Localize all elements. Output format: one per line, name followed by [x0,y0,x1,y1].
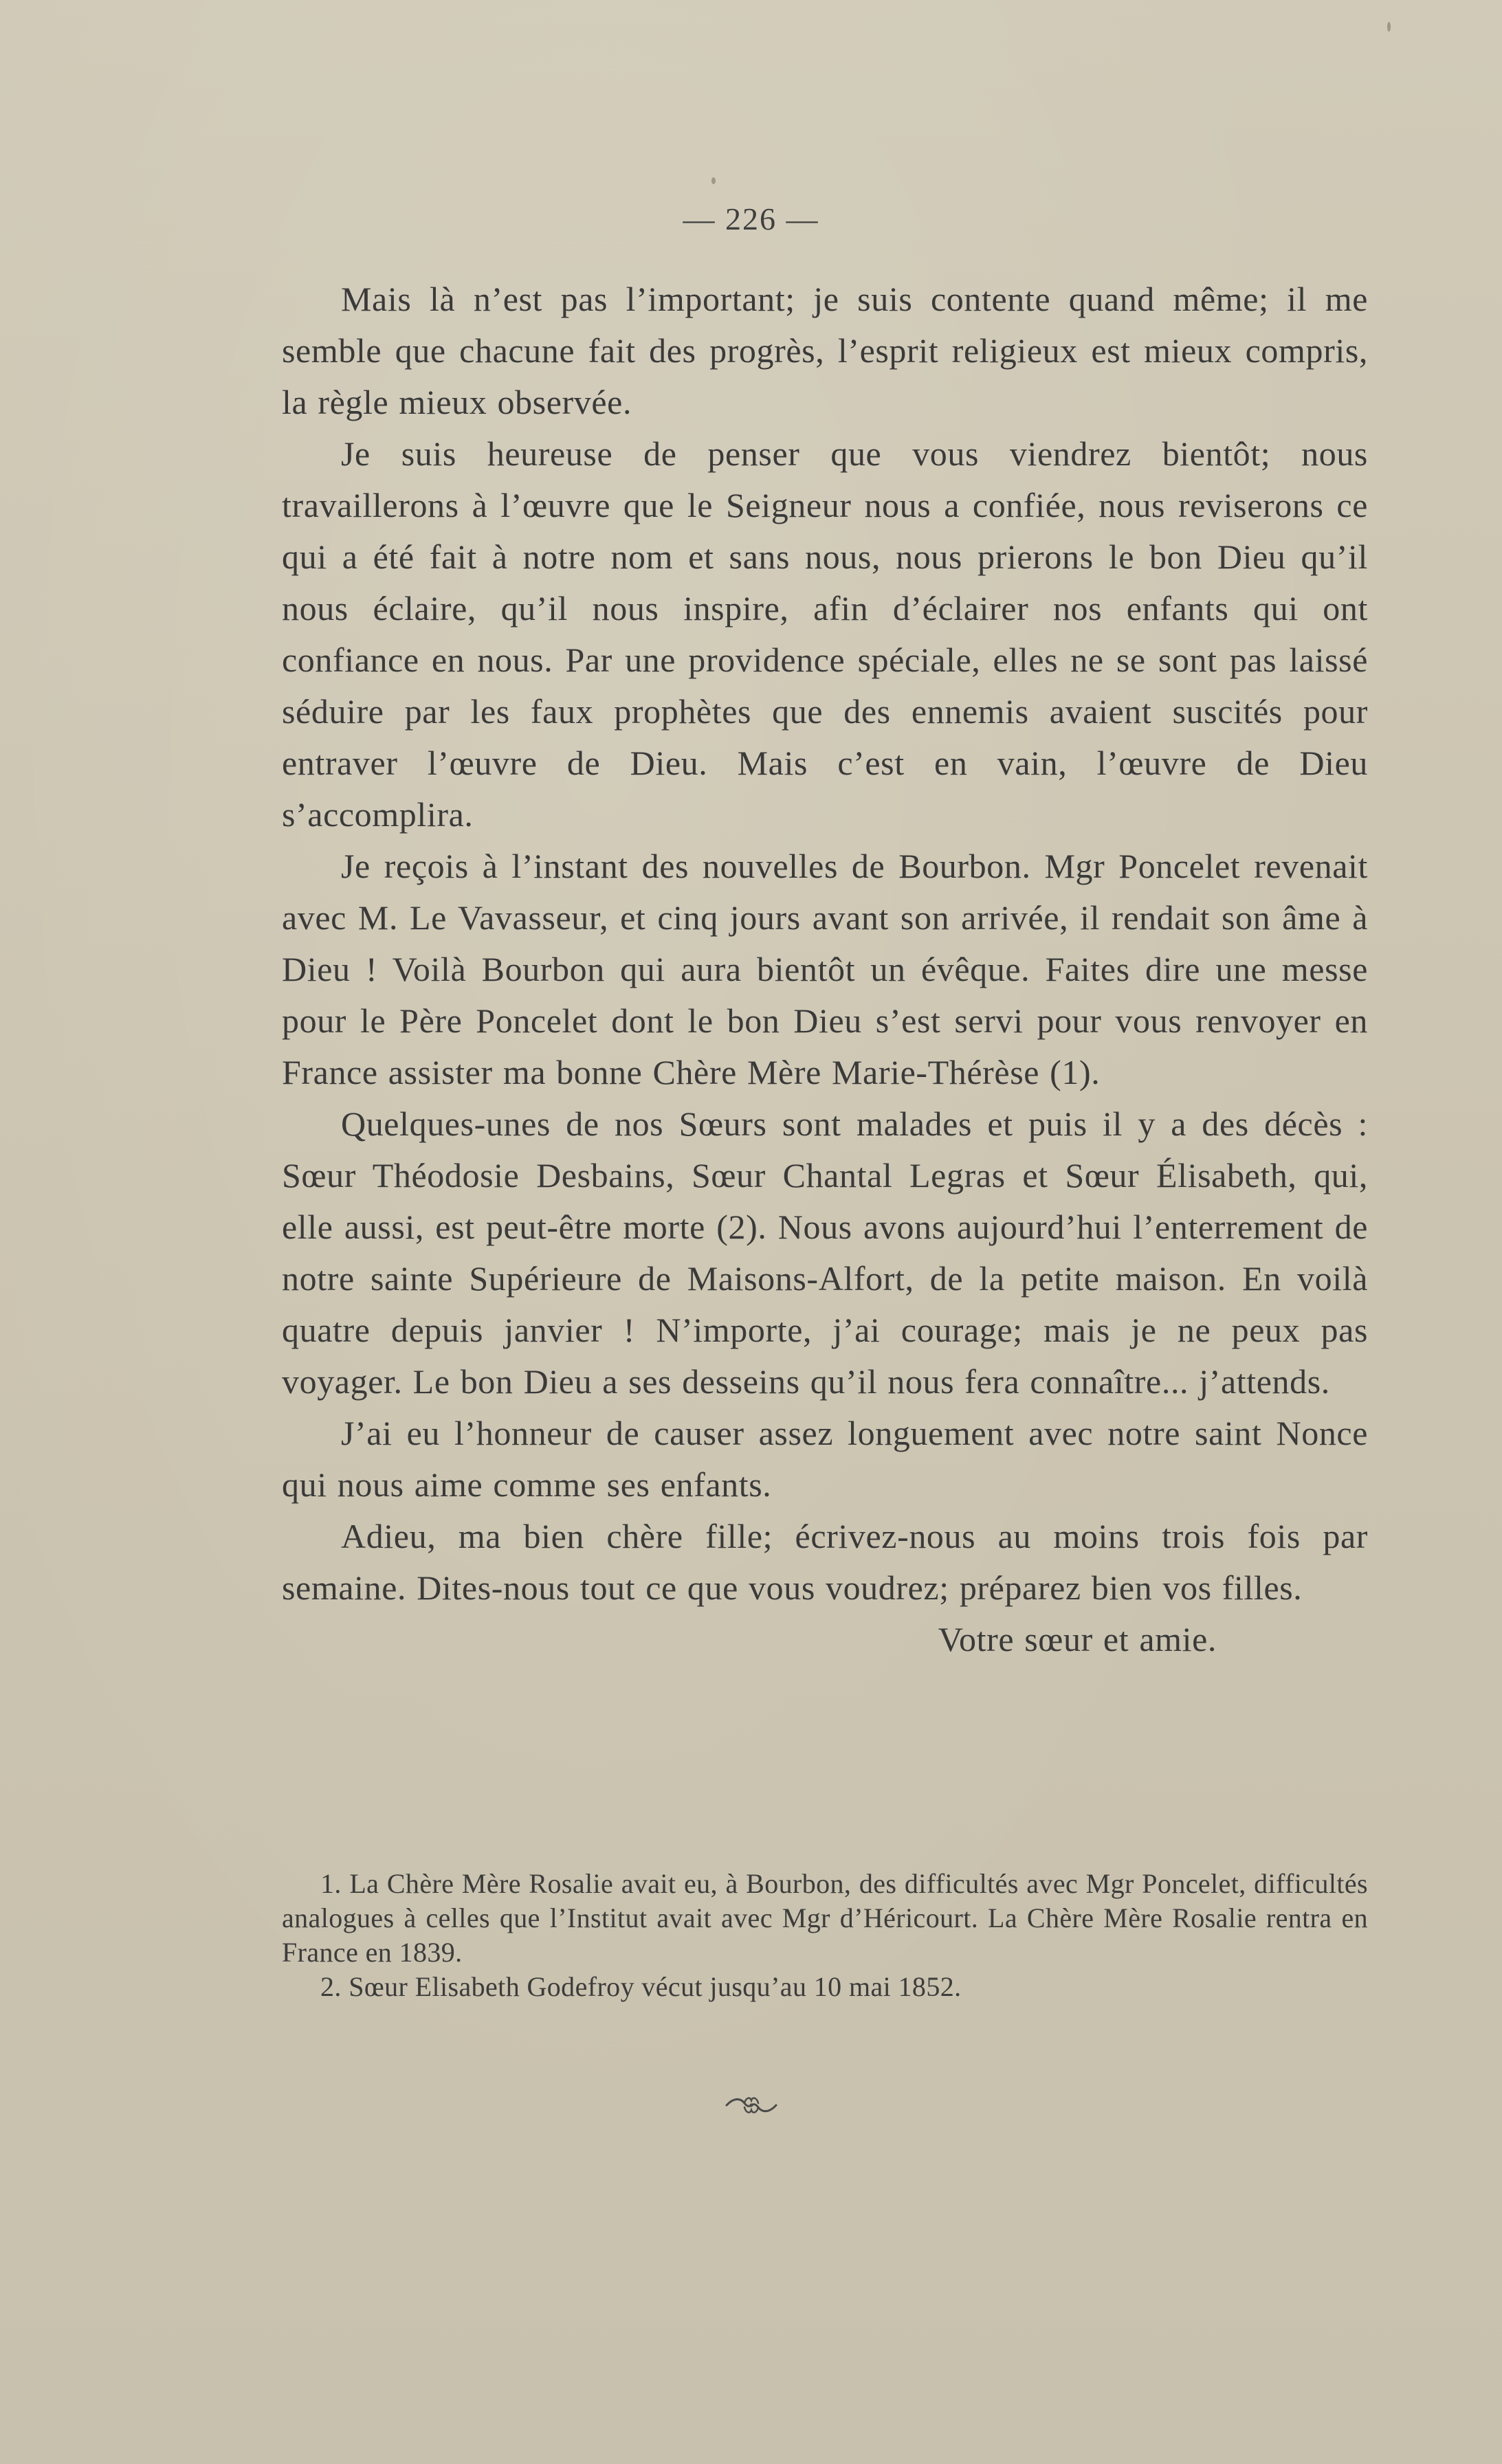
footnotes [282,1867,1368,2004]
footnote-2: 2. Sœur Elisabeth Godefroy vécut jusqu’au 10 mai 1852. [320,1971,962,2002]
letter-signoff: Votre sœur et amie. [938,1620,1217,1658]
paragraph-3: Je reçois à l’instant des nouvelles de Bourbon. Mgr Poncelet revenait avec M. Le Vavasseur, et cinq jours avant son arrivée, il rendait son âme à Dieu ! Voilà Bourbon qui aura bientôt un évêque. Faites dire une messe pour le Père Poncelet dont le bon Dieu s’est servi pour vous renvoyer en France assister ma bonne Chère Mère Marie-Thérèse (1). [282,847,1368,1091]
paragraph-4: Quelques-unes de nos Sœurs sont malades et puis il y a des décès : Sœur Théodosie Desbains, Sœur Chantal Legras et Sœur Élisabeth, qui, elle aussi, est peut-être morte (2). Nous avons aujourd’hui l’enterrement de notre sainte Supérieure de Maisons-Alfort, de la petite maison. En voilà quatre depuis janvier ! N’importe, j’ai courage; mais je ne peux pas voyager. Le bon Dieu a ses desseins qu’il nous fera connaître... j’attends. [282,1105,1368,1401]
page-number-header: — 226 — [683,201,819,236]
fleuron-ornament-icon [0,2089,1502,2124]
paragraph-5: J’ai eu l’honneur de causer assez longuement avec notre saint Nonce qui nous aime comme ses enfants. [282,1414,1368,1504]
paragraph-6: Adieu, ma bien chère fille; écrivez-nous au moins trois fois par semaine. Dites-nous tout ce que vous voudrez; préparez bien vos filles. [282,1517,1368,1607]
paper-speck [711,177,716,184]
paragraph-1: Mais là n’est pas l’important; je suis contente quand même; il me semble que chacune fait des progrès, l’esprit religieux est mieux compris, la règle mieux observée. [282,280,1368,421]
paper-speck [1387,22,1391,32]
footnote-1: 1. La Chère Mère Rosalie avait eu, à Bourbon, des difficultés avec Mgr Poncelet, difficultés analogues à celles que l’Institut avait avec Mgr d’Héricourt. La Chère Mère Rosalie rentra en France en 1839. [282,1868,1368,1968]
fleuron-ornament-icon-svg [724,2094,779,2117]
letter-body [282,274,1368,1665]
paragraph-2: Je suis heureuse de penser que vous viendrez bientôt; nous travaillerons à l’œuvre que le Seigneur nous a confiée, nous reviserons ce qui a été fait à notre nom et sans nous, nous prierons le bon Dieu qu’il nous éclaire, qu’il nous inspire, afin d’éclairer nos enfants qui ont confiance en nous. Par une providence spéciale, elles ne se sont pas laissé séduire par les faux prophètes que des ennemis avaient suscités pour entraver l’œuvre de Dieu. Mais c’est en vain, l’œuvre de Dieu s’accomplira. [282,434,1368,834]
